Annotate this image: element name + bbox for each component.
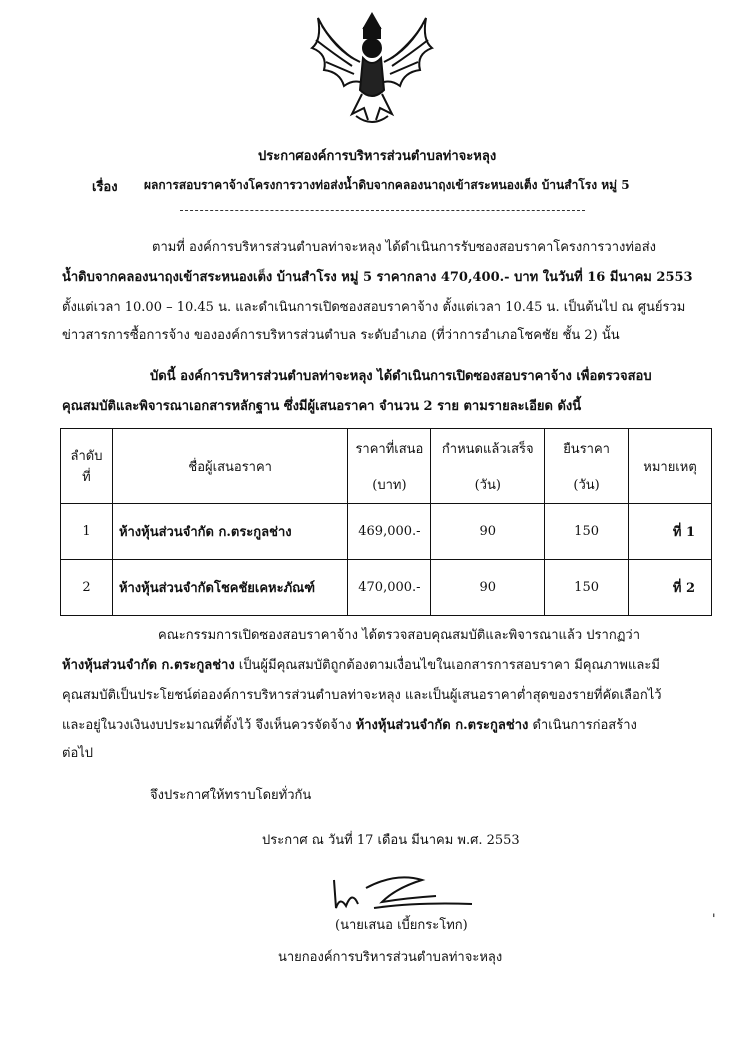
cell-seq: 1: [61, 504, 113, 560]
corner-mark: ': [712, 912, 716, 927]
announcement-title: ประกาศองค์การบริหารส่วนตำบลท่าจะหลุง: [258, 149, 497, 164]
intro-line-2: น้ำดิบจากคลองนาฤงเข้าสระหนองเต็ง บ้านสำโรง หมู่ 5 ราคากลาง 470,400.- บาท ในวันที่ 16 มีนาคม 2553: [62, 270, 693, 285]
conclusion-line-2: ห้างหุ้นส่วนจำกัด ก.ตระกูลช่าง เป็นผู้มีคุณสมบัติถูกต้องตามเงื่อนไขในเอกสารการสอบราคา มีคุณภาพและมี: [62, 658, 660, 673]
para2-line-2: คุณสมบัติและพิจารณาเอกสารหลักฐาน ซึ่งมีผู้เสนอราคา จำนวน 2 ราย ตามรายละเอียด ดังนี้: [62, 399, 582, 414]
cell-seq: 2: [61, 560, 113, 616]
winner-name: ห้างหุ้นส่วนจำกัด ก.ตระกูลช่าง: [62, 658, 235, 673]
conclusion-line-5: ต่อไป: [62, 746, 94, 761]
garuda-emblem: [304, 10, 440, 128]
header-validity: ยืนราคา (วัน): [545, 429, 629, 504]
divider: [180, 210, 585, 211]
intro-line-4: ข่าวสารการซื้อการจ้าง ขององค์การบริหารส่วนตำบล ระดับอำเภอ (ที่ว่าการอำเภอโชคชัย ชั้น 2) นั้น: [62, 328, 620, 343]
cell-validity: 150: [545, 560, 629, 616]
cell-price: 469,000.-: [348, 504, 431, 560]
bidder-table: [60, 428, 712, 616]
cell-deadline: 90: [431, 560, 545, 616]
intro-line-1: ตามที่ องค์การบริหารส่วนตำบลท่าจะหลุง ได้ดำเนินการรับซองสอบราคาโครงการวางท่อส่ง: [152, 240, 657, 255]
announce-line: จึงประกาศให้ทราบโดยทั่วกัน: [150, 788, 312, 803]
table-row: [61, 560, 712, 616]
cell-remark: ที่ 2: [629, 560, 712, 616]
subject-text: ผลการสอบราคาจ้างโครงการวางท่อส่งน้ำดิบจากคลองนาฤงเข้าสระหนองเต็ง บ้านสำโรง หมู่ 5: [144, 178, 630, 192]
signature: [326, 868, 476, 916]
header-price: ราคาที่เสนอ (บาท): [348, 429, 431, 504]
header-remark: หมายเหตุ: [629, 429, 712, 504]
header-name: ชื่อผู้เสนอราคา: [112, 429, 348, 504]
para2-line-1: บัดนี้ องค์การบริหารส่วนตำบลท่าจะหลุง ได้ดำเนินการเปิดซองสอบราคาจ้าง เพื่อตรวจสอบ: [150, 369, 652, 384]
conclusion-line-4: และอยู่ในวงเงินงบประมาณที่ตั้งไว้ จึงเห็นควรจัดจ้าง ห้างหุ้นส่วนจำกัด ก.ตระกูลช่าง ดำเนินการก่อสร้าง: [62, 718, 637, 733]
conclusion-line-1: คณะกรรมการเปิดซองสอบราคาจ้าง ได้ตรวจสอบคุณสมบัติและพิจารณาแล้ว ปรากฏว่า: [158, 628, 641, 643]
cell-validity: 150: [545, 504, 629, 560]
cell-name: ห้างหุ้นส่วนจำกัด ก.ตระกูลช่าง: [112, 504, 348, 560]
cell-remark: ที่ 1: [629, 504, 712, 560]
conclusion-line-3: คุณสมบัติเป็นประโยชน์ต่อองค์การบริหารส่วนตำบลท่าจะหลุง และเป็นผู้เสนอราคาต่ำสุดของรายที่คัดเลือกไว้: [62, 688, 662, 703]
table-header-row: [61, 429, 712, 504]
winner-name: ห้างหุ้นส่วนจำกัด ก.ตระกูลช่าง: [355, 718, 529, 733]
header-seq: ลำดับ ที่: [61, 429, 113, 504]
signatory-name: (นายเสนอ เบี้ยกระโทก): [335, 918, 468, 933]
cell-name: ห้างหุ้นส่วนจำกัดโชคชัยเคหะภัณฑ์: [112, 560, 348, 616]
announce-date: ประกาศ ณ วันที่ 17 เดือน มีนาคม พ.ศ. 2553: [262, 833, 520, 848]
header-deadline: กำหนดแล้วเสร็จ (วัน): [431, 429, 545, 504]
cell-deadline: 90: [431, 504, 545, 560]
cell-price: 470,000.-: [348, 560, 431, 616]
intro-line-3: ตั้งแต่เวลา 10.00 – 10.45 น. และดำเนินการเปิดซองสอบราคาจ้าง ตั้งแต่เวลา 10.45 น. เป็นต้นไป ณ ศูนย์รวม: [62, 300, 686, 315]
signatory-position: นายกองค์การบริหารส่วนตำบลท่าจะหลุง: [278, 950, 503, 965]
table-row: [61, 504, 712, 560]
subject-label: เรื่อง: [92, 180, 118, 195]
